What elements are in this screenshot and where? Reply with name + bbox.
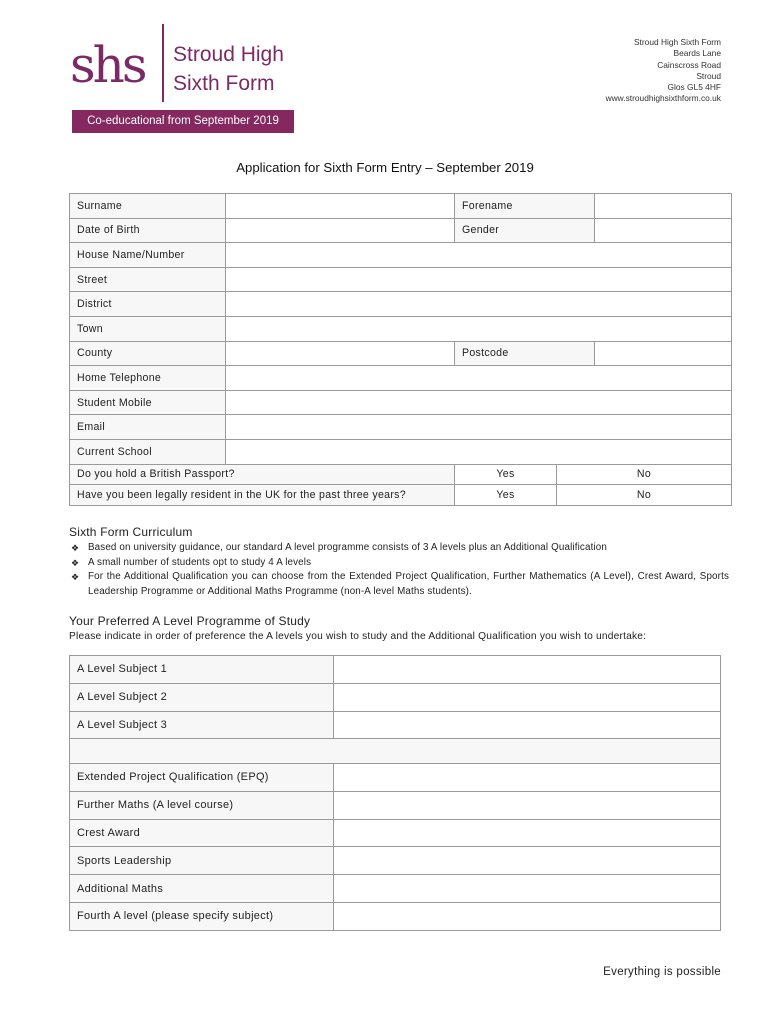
additional-maths-label: Additional Maths xyxy=(70,875,334,903)
home-telephone-label: Home Telephone xyxy=(70,366,226,391)
list-item: ❖ For the Additional Qualification you can choose from the Extended Project Qualification, Further Mathematics (A Level), Crest Award, Sports Leadership Programme or Additional Maths Programme (non-A level Maths students). xyxy=(69,570,729,599)
crest-award-field[interactable] xyxy=(334,819,721,847)
school-name xyxy=(173,40,284,98)
address-line: Glos GL5 4HF xyxy=(667,82,721,93)
table-row xyxy=(70,218,732,243)
street-label: Street xyxy=(70,267,226,292)
table-row xyxy=(70,902,721,930)
table-row xyxy=(70,292,732,317)
postcode-field[interactable] xyxy=(595,341,732,366)
further-maths-label: Further Maths (A level course) xyxy=(70,791,334,819)
school-name-line2: Sixth Form xyxy=(173,72,275,95)
programme-instructions: Please indicate in order of preference the A levels you wish to study and the Additional Qualification you wish to undertake: xyxy=(69,631,647,642)
address-line: Cainscross Road xyxy=(657,59,721,70)
logo-divider xyxy=(162,24,164,102)
current-school-field[interactable] xyxy=(226,439,732,464)
school-address xyxy=(606,37,721,105)
county-label: County xyxy=(70,341,226,366)
list-item: ❖ Based on university guidance, our standard A level programme consists of 3 A levels plus an Additional Qualification xyxy=(69,541,729,556)
table-row xyxy=(70,390,732,415)
logo-mark: shs xyxy=(70,36,145,94)
home-telephone-field[interactable] xyxy=(226,366,732,391)
sports-leadership-label: Sports Leadership xyxy=(70,847,334,875)
house-label: House Name/Number xyxy=(70,243,226,268)
curriculum-list xyxy=(69,541,729,599)
table-row xyxy=(70,464,732,485)
additional-maths-field[interactable] xyxy=(334,875,721,903)
subject-2-field[interactable] xyxy=(334,683,721,711)
footer-slogan: Everything is possible xyxy=(603,966,721,978)
table-row xyxy=(70,415,732,440)
address-website: www.stroudhighsixthform.co.uk xyxy=(605,93,721,104)
crest-award-label: Crest Award xyxy=(70,819,334,847)
residency-no-option[interactable]: No xyxy=(557,485,732,506)
postcode-label: Postcode xyxy=(455,341,595,366)
address-line: Stroud xyxy=(696,70,721,81)
residency-yes-option[interactable]: Yes xyxy=(455,485,557,506)
subject-1-label: A Level Subject 1 xyxy=(70,656,334,684)
subject-1-field[interactable] xyxy=(334,656,721,684)
subject-3-label: A Level Subject 3 xyxy=(70,711,334,739)
current-school-label: Current School xyxy=(70,439,226,464)
passport-question: Do you hold a British Passport? xyxy=(70,464,455,485)
epq-field[interactable] xyxy=(334,763,721,791)
document-title: Application for Sixth Form Entry – September 2019 xyxy=(236,160,534,175)
further-maths-field[interactable] xyxy=(334,791,721,819)
email-label: Email xyxy=(70,415,226,440)
table-row xyxy=(70,243,732,268)
school-logo xyxy=(70,24,310,106)
forename-label: Forename xyxy=(455,194,595,219)
subject-2-label: A Level Subject 2 xyxy=(70,683,334,711)
gender-field[interactable] xyxy=(595,218,732,243)
fourth-a-level-field[interactable] xyxy=(334,902,721,930)
subject-3-field[interactable] xyxy=(334,711,721,739)
street-field[interactable] xyxy=(226,267,732,292)
table-row xyxy=(70,341,732,366)
programme-table xyxy=(69,655,721,931)
table-spacer xyxy=(70,739,721,764)
table-row xyxy=(70,791,721,819)
house-field[interactable] xyxy=(226,243,732,268)
gender-label: Gender xyxy=(455,218,595,243)
address-line: Stroud High Sixth Form xyxy=(633,37,721,47)
list-item: ❖ A small number of students opt to study 4 A levels xyxy=(69,556,729,571)
table-row xyxy=(70,194,732,219)
town-field[interactable] xyxy=(226,316,732,341)
table-row xyxy=(70,739,721,764)
passport-no-option[interactable]: No xyxy=(557,464,732,485)
table-row xyxy=(70,875,721,903)
residency-question: Have you been legally resident in the UK for the past three years? xyxy=(70,485,455,506)
address-line: Beards Lane xyxy=(673,48,721,59)
programme-heading: Your Preferred A Level Programme of Study xyxy=(69,614,311,628)
student-mobile-field[interactable] xyxy=(226,390,732,415)
personal-details-table xyxy=(69,193,732,506)
surname-field[interactable] xyxy=(226,194,455,219)
table-row xyxy=(70,316,732,341)
email-field[interactable] xyxy=(226,415,732,440)
forename-field[interactable] xyxy=(595,194,732,219)
tagline-banner: Co-educational from September 2019 xyxy=(72,110,294,133)
school-name-line1: Stroud High xyxy=(173,43,284,66)
table-row xyxy=(70,711,721,739)
surname-label: Surname xyxy=(70,194,226,219)
table-row xyxy=(70,763,721,791)
table-row xyxy=(70,366,732,391)
table-row xyxy=(70,656,721,684)
district-label: District xyxy=(70,292,226,317)
county-field[interactable] xyxy=(226,341,455,366)
district-field[interactable] xyxy=(226,292,732,317)
epq-label: Extended Project Qualification (EPQ) xyxy=(70,763,334,791)
sports-leadership-field[interactable] xyxy=(334,847,721,875)
table-row xyxy=(70,683,721,711)
student-mobile-label: Student Mobile xyxy=(70,390,226,415)
table-row xyxy=(70,847,721,875)
dob-field[interactable] xyxy=(226,218,455,243)
curriculum-heading: Sixth Form Curriculum xyxy=(69,525,193,539)
passport-yes-option[interactable]: Yes xyxy=(455,464,557,485)
dob-label: Date of Birth xyxy=(70,218,226,243)
fourth-a-level-label: Fourth A level (please specify subject) xyxy=(70,902,334,930)
table-row xyxy=(70,267,732,292)
town-label: Town xyxy=(70,316,226,341)
table-row xyxy=(70,819,721,847)
table-row xyxy=(70,439,732,464)
table-row xyxy=(70,485,732,506)
